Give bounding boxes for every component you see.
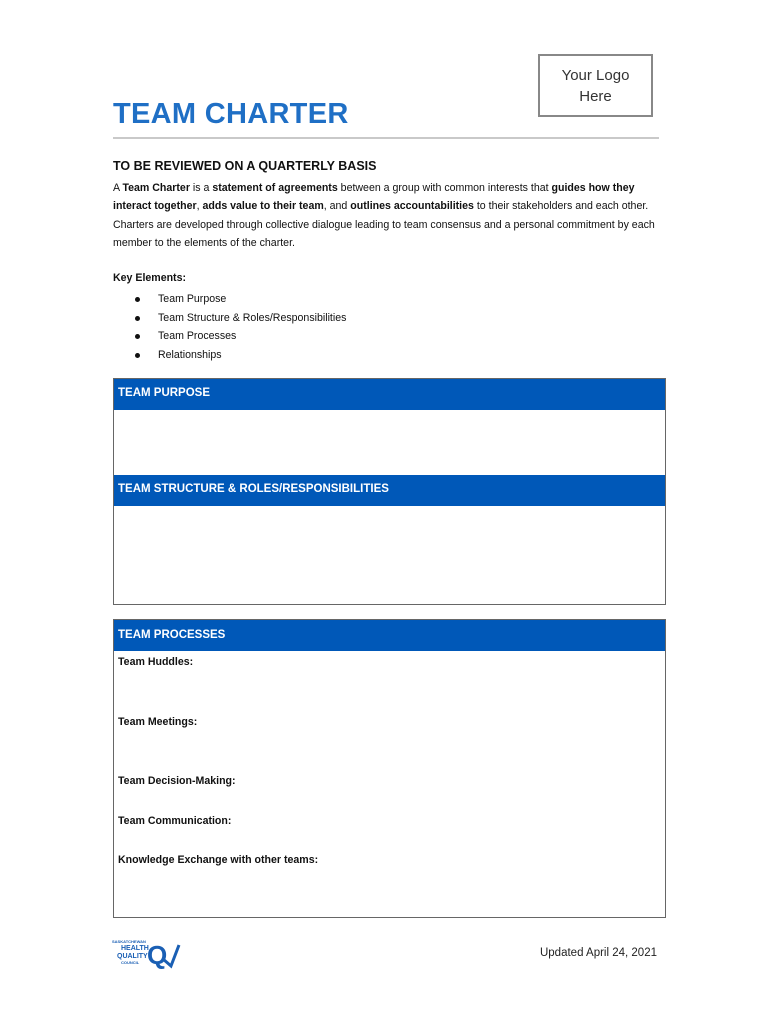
bullet-icon <box>135 316 140 321</box>
purpose-structure-table <box>113 378 666 605</box>
team-structure-header: TEAM STRUCTURE & ROLES/RESPONSIBILITIES <box>114 475 665 506</box>
team-decision-making-label: Team Decision-Making: <box>118 775 236 787</box>
bullet-icon <box>135 334 140 339</box>
key-elements-list <box>113 290 346 365</box>
team-processes-body[interactable] <box>114 651 665 917</box>
team-huddles-label: Team Huddles: <box>118 656 194 668</box>
team-processes-table <box>113 619 666 918</box>
key-elements-title: Key Elements: <box>113 272 187 284</box>
logo-placeholder-line1: Your Logo <box>561 66 630 84</box>
team-communication-label: Team Communication: <box>118 815 232 827</box>
logo-q-mark: Q <box>147 940 168 969</box>
team-processes-header: TEAM PROCESSES <box>114 620 665 651</box>
list-item: Team Processes <box>113 327 346 346</box>
updated-date: Updated April 24, 2021 <box>539 947 657 959</box>
bullet-icon <box>135 297 140 302</box>
team-meetings-label: Team Meetings: <box>118 716 198 728</box>
logo-text-line1: SASKATCHEWAN <box>112 939 146 944</box>
knowledge-exchange-label: Knowledge Exchange with other teams: <box>118 854 319 866</box>
logo-placeholder <box>538 54 653 117</box>
health-quality-council-logo <box>111 937 181 969</box>
page-title: TEAM CHARTER <box>113 98 349 130</box>
team-purpose-header: TEAM PURPOSE <box>114 379 665 410</box>
list-item: Relationships <box>113 346 346 365</box>
title-divider <box>113 137 659 139</box>
logo-text-line3: QUALITY <box>117 953 148 960</box>
team-structure-field[interactable] <box>114 506 665 600</box>
intro-paragraph: A Team Charter is a statement of agreements between a group with common interests that guides how they interact together, adds value to their team, and outlines accountabilities to their stakeholders and each other. Charters are developed through collective dialogue leading to team consensus and a personal commitment by each member to the elements of the charter. <box>113 182 655 249</box>
logo-text-line4: COUNCIL <box>121 960 140 965</box>
bullet-icon <box>135 353 140 358</box>
logo-placeholder-line2: Here <box>579 87 612 105</box>
list-item: Team Structure & Roles/Responsibilities <box>113 309 346 328</box>
list-item: Team Purpose <box>113 290 346 309</box>
review-subheading: TO BE REVIEWED ON A QUARTERLY BASIS <box>113 159 377 173</box>
team-purpose-field[interactable] <box>114 410 665 475</box>
logo-text-line2: HEALTH <box>121 945 149 952</box>
